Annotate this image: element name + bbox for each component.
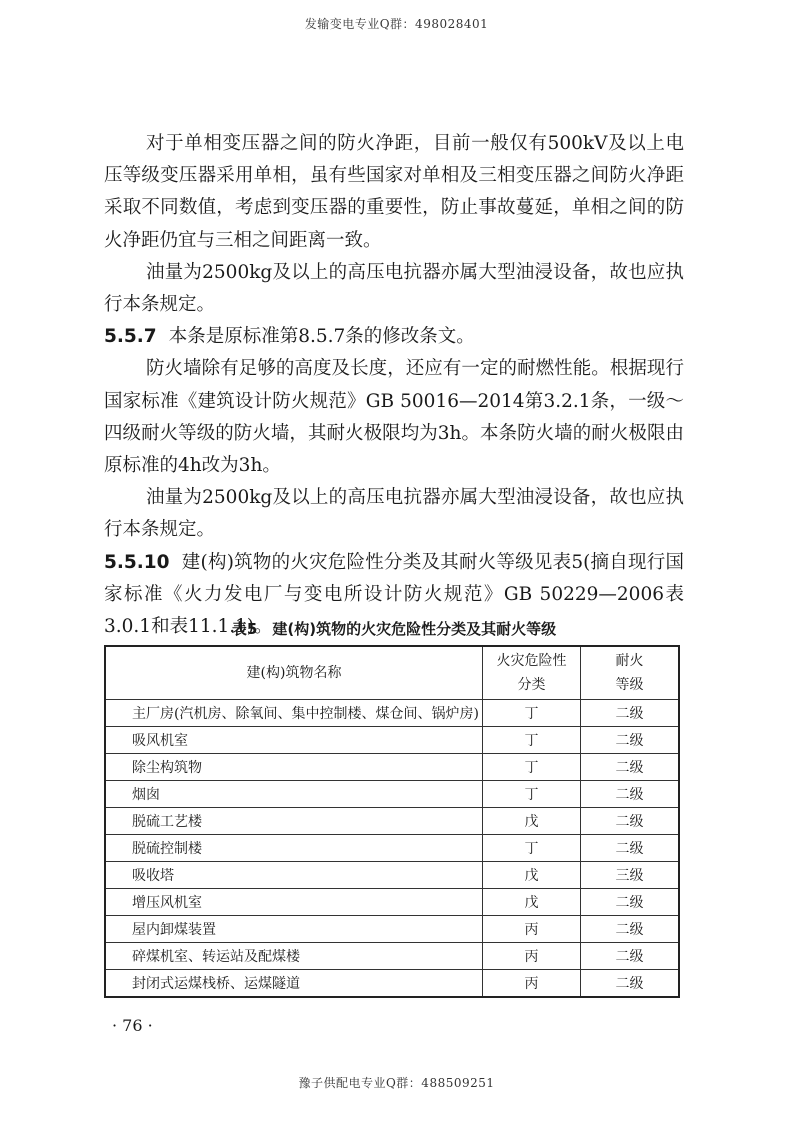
section-number: 5.5.10 [104,551,170,573]
body-text [104,128,684,643]
cell-grade: 三级 [581,862,680,889]
cell-grade: 二级 [581,727,680,754]
table-row [105,970,679,998]
cell-grade: 二级 [581,889,680,916]
cell-hazard: 丙 [483,943,581,970]
cell-hazard: 丙 [483,916,581,943]
section-text: 建(构)筑物的火灾危险性分类及其耐火等级见表5(摘自现行国家标准《火力发电厂与变电所设计防火规范》GB 50229—2006表3.0.1和表11.1.1)。 [104,551,684,638]
cell-grade: 二级 [581,970,680,998]
cell-grade: 二级 [581,916,680,943]
paragraph-firewall: 防火墙除有足够的高度及长度，还应有一定的耐燃性能。根据现行国家标准《建筑设计防火规范》GB 50016—2014第3.2.1条，一级～四级耐火等级的防火墙，其耐火极限均为3h。本条防火墙的耐火极限由原标准的4h改为3h。 [104,358,684,477]
table-caption: 表5 建(构)筑物的火灾危险性分类及其耐火等级 [231,620,557,638]
top-watermark: 发输变电专业Q群：498028401 [304,17,489,31]
paragraph-reactor-1: 油量为2500kg及以上的高压电抗器亦属大型油浸设备，故也应执行本条规定。 [104,261,684,316]
table-row [105,754,679,781]
cell-grade: 二级 [581,754,680,781]
cell-grade: 二级 [581,700,680,727]
table-row [105,916,679,943]
table-row [105,943,679,970]
header-fire-grade [581,646,680,700]
section-5-5-7 [104,321,684,353]
header-hazard-line1: 火灾危险性 [496,653,567,669]
page-number: · 76 · [112,1016,153,1035]
table-row [105,727,679,754]
table-header-row [105,646,679,700]
fire-hazard-table [104,645,680,998]
section-text: 本条是原标准第8.5.7条的修改条文。 [168,326,475,348]
header-hazard-line2: 分类 [517,677,546,693]
cell-name: 主厂房(汽机房、除氧间、集中控制楼、煤仓间、锅炉房) [105,700,483,727]
cell-name: 碎煤机室、转运站及配煤楼 [105,943,483,970]
header-grade-line2: 等级 [615,677,644,693]
cell-hazard: 丁 [483,700,581,727]
cell-name: 烟囱 [105,781,483,808]
cell-name: 屋内卸煤装置 [105,916,483,943]
table-row [105,781,679,808]
cell-name: 吸收塔 [105,862,483,889]
table-row [105,862,679,889]
table-row [105,889,679,916]
bottom-watermark: 豫子供配电专业Q群：488509251 [298,1076,495,1090]
table-row [105,700,679,727]
cell-name: 吸风机室 [105,727,483,754]
cell-name: 除尘构筑物 [105,754,483,781]
header-hazard-class [483,646,581,700]
section-number: 5.5.7 [104,326,157,348]
cell-hazard: 丁 [483,781,581,808]
header-building-name: 建(构)筑物名称 [105,646,483,700]
paragraph-reactor-2: 油量为2500kg及以上的高压电抗器亦属大型油浸设备，故也应执行本条规定。 [104,487,684,541]
cell-grade: 二级 [581,943,680,970]
table-row [105,835,679,862]
cell-hazard: 戊 [483,808,581,835]
cell-name: 脱硫控制楼 [105,835,483,862]
cell-name: 封闭式运煤栈桥、运煤隧道 [105,970,483,998]
cell-hazard: 丁 [483,835,581,862]
cell-hazard: 戊 [483,862,581,889]
cell-name: 脱硫工艺楼 [105,808,483,835]
cell-grade: 二级 [581,835,680,862]
header-grade-line1: 耐火 [615,653,644,669]
cell-hazard: 丁 [483,754,581,781]
cell-grade: 二级 [581,808,680,835]
cell-name: 增压风机室 [105,889,483,916]
cell-grade: 二级 [581,781,680,808]
paragraph-single-phase: 对于单相变压器之间的防火净距，目前一般仅有500kV及以上电压等级变压器采用单相，虽有些国家对单相及三相变压器之间防火净距采取不同数值，考虑到变压器的重要性，防止事故蔓延，单相之间的防火净距仍宜与三相之间距离一致。 [104,133,684,251]
cell-hazard: 戊 [483,889,581,916]
table-row [105,808,679,835]
cell-hazard: 丙 [483,970,581,998]
cell-hazard: 丁 [483,727,581,754]
